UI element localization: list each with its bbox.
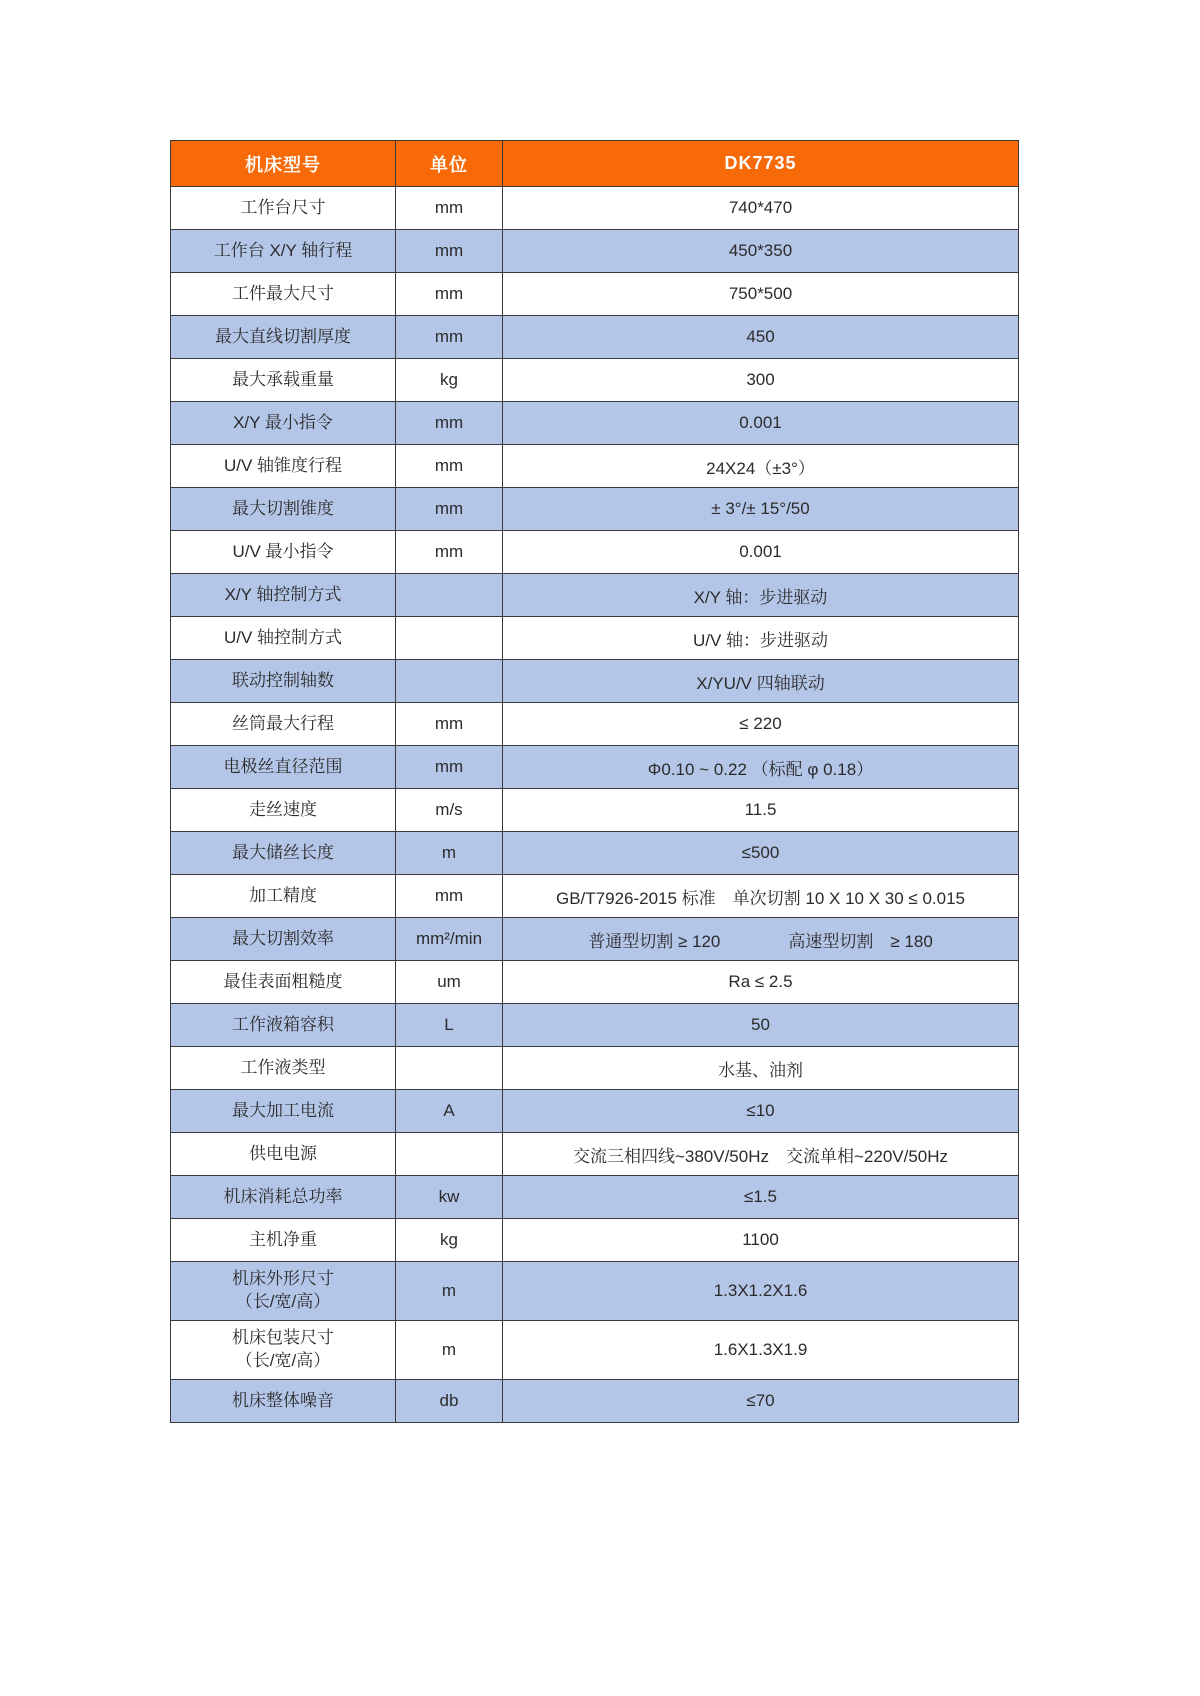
- spec-label: U/V 轴控制方式: [171, 617, 396, 660]
- table-row: [171, 1176, 1019, 1219]
- spec-label: 走丝速度: [171, 789, 396, 832]
- spec-value: 11.5: [503, 789, 1019, 832]
- spec-label: 联动控制轴数: [171, 660, 396, 703]
- spec-label: 最大直线切割厚度: [171, 316, 396, 359]
- spec-label-line2: （长/宽/高）: [235, 1351, 331, 1370]
- spec-value: ≤10: [503, 1090, 1019, 1133]
- table-row: [171, 961, 1019, 1004]
- spec-unit: m: [396, 1321, 503, 1380]
- spec-unit: mm: [396, 230, 503, 273]
- spec-value: 交流三相四线~380V/50Hz 交流单相~220V/50Hz: [503, 1133, 1019, 1176]
- table-row: [171, 660, 1019, 703]
- spec-value: 450*350: [503, 230, 1019, 273]
- spec-unit: mm: [396, 273, 503, 316]
- spec-value: X/YU/V 四轴联动: [503, 660, 1019, 703]
- header-row: [171, 141, 1019, 187]
- spec-value: 水基、油剂: [503, 1047, 1019, 1090]
- spec-table-header: [171, 141, 1019, 187]
- table-row: [171, 746, 1019, 789]
- table-row: [171, 832, 1019, 875]
- spec-value: X/Y 轴：步进驱动: [503, 574, 1019, 617]
- table-row: [171, 488, 1019, 531]
- spec-unit: mm: [396, 875, 503, 918]
- table-row: [171, 918, 1019, 961]
- spec-label: 加工精度: [171, 875, 396, 918]
- spec-label: 工作台尺寸: [171, 187, 396, 230]
- table-row: [171, 445, 1019, 488]
- spec-unit: m: [396, 1262, 503, 1321]
- table-row: [171, 1004, 1019, 1047]
- table-row: [171, 402, 1019, 445]
- table-row: [171, 875, 1019, 918]
- spec-value: 1.6X1.3X1.9: [503, 1321, 1019, 1380]
- spec-unit: [396, 1047, 503, 1090]
- spec-unit: mm: [396, 316, 503, 359]
- spec-label: 最大加工电流: [171, 1090, 396, 1133]
- spec-label: 最大储丝长度: [171, 832, 396, 875]
- table-row: [171, 617, 1019, 660]
- spec-label: 丝筒最大行程: [171, 703, 396, 746]
- spec-label: 电极丝直径范围: [171, 746, 396, 789]
- table-row: [171, 574, 1019, 617]
- spec-value: 普通型切割 ≥ 120 高速型切割 ≥ 180: [503, 918, 1019, 961]
- table-row: [171, 273, 1019, 316]
- spec-value: 24X24（±3°）: [503, 445, 1019, 488]
- spec-label: 供电电源: [171, 1133, 396, 1176]
- table-row: [171, 316, 1019, 359]
- spec-unit: mm: [396, 402, 503, 445]
- spec-unit: m/s: [396, 789, 503, 832]
- spec-value: 1.3X1.2X1.6: [503, 1262, 1019, 1321]
- spec-value: 0.001: [503, 402, 1019, 445]
- spec-label: X/Y 轴控制方式: [171, 574, 396, 617]
- spec-unit: mm: [396, 703, 503, 746]
- spec-unit: [396, 574, 503, 617]
- spec-label: 最佳表面粗糙度: [171, 961, 396, 1004]
- table-row: [171, 187, 1019, 230]
- spec-unit: m: [396, 832, 503, 875]
- spec-value: GB/T7926-2015 标准 单次切割 10 X 10 X 30 ≤ 0.015: [503, 875, 1019, 918]
- spec-label: 最大承载重量: [171, 359, 396, 402]
- header-model-column: 机床型号: [171, 141, 396, 187]
- spec-label: 工件最大尺寸: [171, 273, 396, 316]
- spec-table-body: [171, 187, 1019, 1423]
- table-row: [171, 1133, 1019, 1176]
- table-row: [171, 1090, 1019, 1133]
- spec-value: 450: [503, 316, 1019, 359]
- spec-label: 机床消耗总功率: [171, 1176, 396, 1219]
- spec-label: 机床包装尺寸 （长/宽/高）: [171, 1321, 396, 1380]
- table-row: [171, 1219, 1019, 1262]
- table-row: [171, 1262, 1019, 1321]
- spec-label-line2: （长/宽/高）: [235, 1292, 331, 1311]
- table-row: [171, 230, 1019, 273]
- spec-unit: [396, 1133, 503, 1176]
- spec-value: ≤500: [503, 832, 1019, 875]
- table-row: [171, 1380, 1019, 1423]
- spec-label: 主机净重: [171, 1219, 396, 1262]
- spec-unit: kg: [396, 359, 503, 402]
- spec-value: ≤70: [503, 1380, 1019, 1423]
- spec-unit: um: [396, 961, 503, 1004]
- spec-label: 工作液箱容积: [171, 1004, 396, 1047]
- spec-unit: kg: [396, 1219, 503, 1262]
- table-row: [171, 531, 1019, 574]
- spec-value: ≤ 220: [503, 703, 1019, 746]
- spec-unit: db: [396, 1380, 503, 1423]
- spec-label: 最大切割效率: [171, 918, 396, 961]
- spec-value: ± 3°/± 15°/50: [503, 488, 1019, 531]
- spec-unit: [396, 660, 503, 703]
- table-row: [171, 359, 1019, 402]
- spec-label: 工作台 X/Y 轴行程: [171, 230, 396, 273]
- spec-value: 750*500: [503, 273, 1019, 316]
- spec-label: U/V 最小指令: [171, 531, 396, 574]
- spec-unit: mm: [396, 488, 503, 531]
- spec-value: Φ0.10 ~ 0.22 （标配 φ 0.18）: [503, 746, 1019, 789]
- spec-value: 300: [503, 359, 1019, 402]
- machine-spec-table: [170, 140, 1019, 1423]
- spec-unit: mm²/min: [396, 918, 503, 961]
- spec-unit: L: [396, 1004, 503, 1047]
- table-row: [171, 1321, 1019, 1380]
- spec-value: 50: [503, 1004, 1019, 1047]
- spec-label: 最大切割锥度: [171, 488, 396, 531]
- spec-label: U/V 轴锥度行程: [171, 445, 396, 488]
- header-model-value: DK7735: [503, 141, 1019, 187]
- table-row: [171, 1047, 1019, 1090]
- spec-unit: mm: [396, 187, 503, 230]
- spec-unit: [396, 617, 503, 660]
- spec-value: ≤1.5: [503, 1176, 1019, 1219]
- spec-unit: A: [396, 1090, 503, 1133]
- table-row: [171, 789, 1019, 832]
- spec-value: 0.001: [503, 531, 1019, 574]
- spec-label: 工作液类型: [171, 1047, 396, 1090]
- spec-unit: mm: [396, 531, 503, 574]
- spec-value: 1100: [503, 1219, 1019, 1262]
- spec-value: 740*470: [503, 187, 1019, 230]
- spec-unit: kw: [396, 1176, 503, 1219]
- spec-unit: mm: [396, 445, 503, 488]
- header-unit-column: 单位: [396, 141, 503, 187]
- spec-value: U/V 轴：步进驱动: [503, 617, 1019, 660]
- spec-unit: mm: [396, 746, 503, 789]
- spec-label: 机床外形尺寸 （长/宽/高）: [171, 1262, 396, 1321]
- table-row: [171, 703, 1019, 746]
- spec-value: Ra ≤ 2.5: [503, 961, 1019, 1004]
- spec-label: X/Y 最小指令: [171, 402, 396, 445]
- spec-label: 机床整体噪音: [171, 1380, 396, 1423]
